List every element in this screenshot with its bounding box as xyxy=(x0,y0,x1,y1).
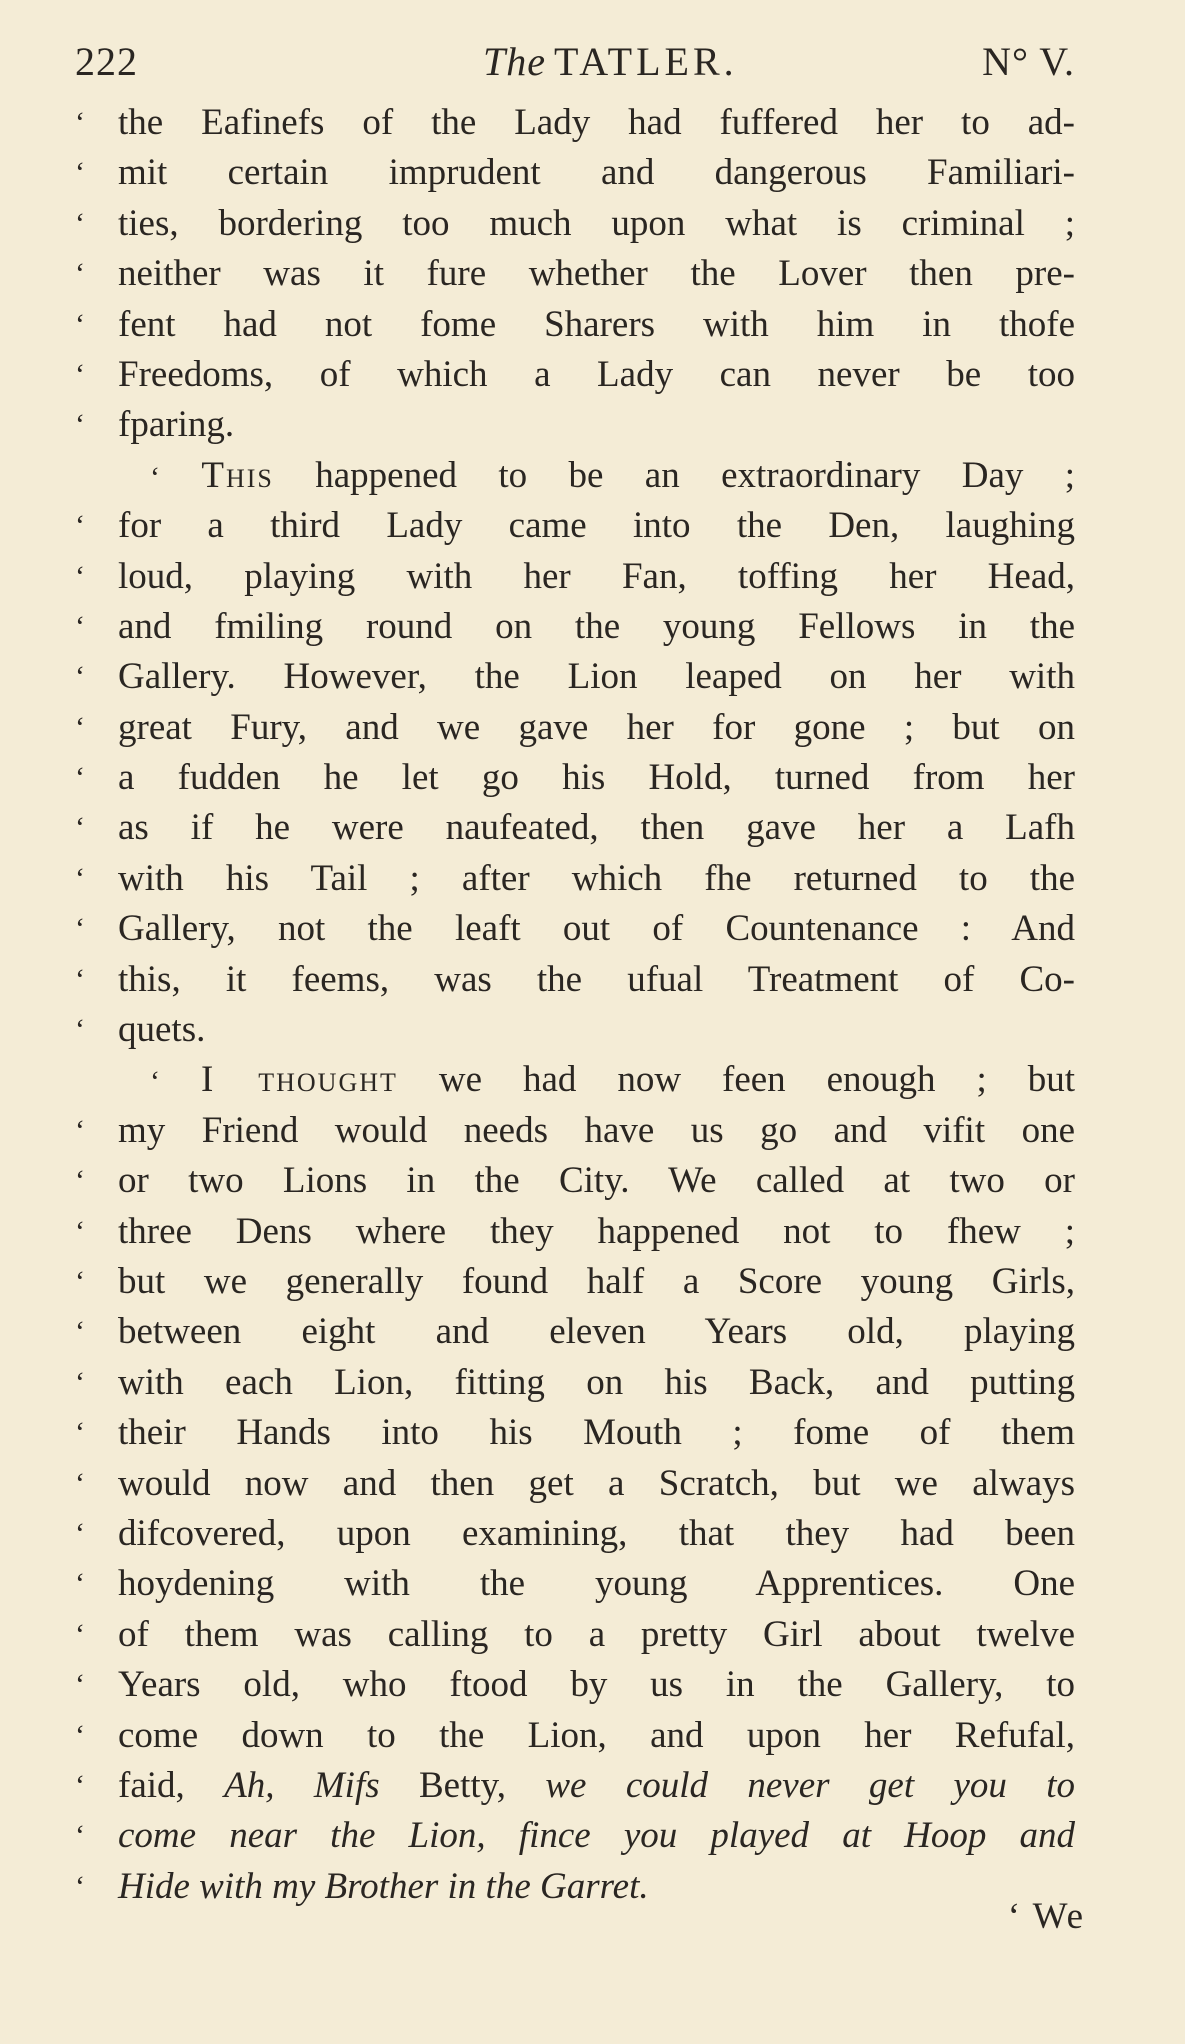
text-line: ‘ with each Lion, fitting on his Back, and putting xyxy=(75,1358,1075,1408)
text-line: ‘ three Dens where they happened not to fhew ; xyxy=(75,1207,1075,1257)
quote-mark: ‘ xyxy=(75,257,85,291)
text-line: ‘ quets. xyxy=(75,1005,1075,1055)
text-line: ‘ the Eafinefs of the Lady had fuffered her to ad- xyxy=(75,98,1075,148)
text-line: ‘ faid, Ah, Mifs Betty, we could never get you to xyxy=(75,1761,1075,1811)
text-line: ‘ this, it feems, was the ufual Treatment of Co- xyxy=(75,955,1075,1005)
quote-mark: ‘ xyxy=(75,609,85,643)
quote-mark: ‘ xyxy=(75,357,85,391)
text-line: ‘ fparing. xyxy=(75,400,1075,450)
quote-mark: ‘ xyxy=(75,1768,85,1802)
quote-mark: ‘ xyxy=(75,962,85,996)
text-line: ‘ as if he were naufeated, then gave her a Lafh xyxy=(75,803,1075,853)
text-line: ‘ ties, bordering too much upon what is criminal ; xyxy=(75,199,1075,249)
quote-mark: ‘ xyxy=(75,1013,85,1047)
quote-mark: ‘ xyxy=(75,509,85,543)
text-line: ‘ Gallery. However, the Lion leaped on her with xyxy=(75,652,1075,702)
quote-mark: ‘ xyxy=(75,1718,85,1752)
text-line: ‘ between eight and eleven Years old, playing xyxy=(75,1307,1075,1357)
quote-mark: ‘ xyxy=(75,1869,85,1903)
quote-mark: ‘ xyxy=(75,1567,85,1601)
text-line: ‘ would now and then get a Scratch, but we always xyxy=(75,1459,1075,1509)
text-line: ‘ or two Lions in the City. We called at two or xyxy=(75,1156,1075,1206)
text-line: ‘ difcovered, upon examining, that they had been xyxy=(75,1509,1075,1559)
quote-mark: ‘ xyxy=(75,1516,85,1550)
quote-mark: ‘ xyxy=(75,1416,85,1450)
quote-mark: ‘ xyxy=(75,408,85,442)
text-line: ‘ neither was it fure whether the Lover then pre- xyxy=(75,249,1075,299)
quote-mark: ‘ xyxy=(75,307,85,341)
text-line: ‘ but we generally found half a Score young Girls, xyxy=(75,1257,1075,1307)
small-caps-lead: I thought xyxy=(200,1059,398,1101)
quote-mark: ‘ xyxy=(75,1819,85,1853)
text-line: ‘ a fudden he let go his Hold, turned from her xyxy=(75,753,1075,803)
small-caps-lead: This xyxy=(201,454,274,496)
quote-mark: ‘ xyxy=(75,1617,85,1651)
quote-mark: ‘ xyxy=(75,1164,85,1198)
text-line: ‘ their Hands into his Mouth ; fome of them xyxy=(75,1408,1075,1458)
running-title xyxy=(483,38,738,85)
quote-mark: ‘ xyxy=(75,1365,85,1399)
text-line: ‘ with his Tail ; after which fhe returned to the xyxy=(75,854,1075,904)
quote-mark: ‘ xyxy=(75,106,85,139)
paragraph-start-line: ‘ This happened to be an extraordinary Day ; xyxy=(150,454,1076,496)
quote-mark: ‘ xyxy=(75,710,85,744)
text-line: ‘ Years old, who ftood by us in the Gallery, to xyxy=(75,1660,1075,1710)
quote-mark: ‘ xyxy=(75,1466,85,1500)
quote-mark: ‘ xyxy=(75,1264,85,1298)
quote-mark: ‘ xyxy=(150,460,160,494)
text-line: ‘ mit certain imprudent and dangerous Familiari- xyxy=(75,148,1075,198)
text-line: ‘ Freedoms, of which a Lady can never be too xyxy=(75,350,1075,400)
quote-mark: ‘ xyxy=(75,761,85,795)
text-line: ‘ Gallery, not the leaft out of Countenance : And xyxy=(75,904,1075,954)
catchword: ‘ We xyxy=(1007,1896,1085,1937)
paragraph-start-line: ‘ I thought we had now feen enough ; but xyxy=(150,1059,1076,1101)
quote-mark: ‘ xyxy=(75,861,85,895)
quote-mark: ‘ xyxy=(75,1315,85,1349)
text-line: ‘ fent had not fome Sharers with him in thofe xyxy=(75,300,1075,350)
text-line: ‘ of them was calling to a pretty Girl about twelve xyxy=(75,1610,1075,1660)
text-line: ‘ come down to the Lion, and upon her Refufal, xyxy=(75,1711,1075,1761)
quote-mark: ‘ xyxy=(75,1113,85,1147)
quote-mark: ‘ xyxy=(75,156,85,190)
text-line: ‘ for a third Lady came into the Den, laughing xyxy=(75,501,1075,551)
running-header xyxy=(75,38,1075,98)
text-line: ‘ great Fury, and we gave her for gone ; but on xyxy=(75,703,1075,753)
quote-mark: ‘ xyxy=(75,206,85,240)
quote-mark: ‘ xyxy=(75,559,85,593)
running-title-tatler: TATLER. xyxy=(554,39,738,84)
issue-number: N° V. xyxy=(982,39,1075,84)
quote-mark: ‘ xyxy=(75,1214,85,1248)
text-line: ‘ loud, playing with her Fan, toffing her Head, xyxy=(75,552,1075,602)
page-number: 222 xyxy=(75,39,138,84)
running-title-the: The xyxy=(483,39,546,84)
text-line: ‘ and fmiling round on the young Fellows in the xyxy=(75,602,1075,652)
text-line: ‘ come near the Lion, fince you played at Hoop and xyxy=(75,1811,1075,1861)
quote-mark: ‘ xyxy=(75,1668,85,1702)
quote-mark: ‘ xyxy=(75,660,85,694)
quote-mark: ‘ xyxy=(150,1065,160,1099)
text-line: ‘ Hide with my Brother in the Garret. xyxy=(75,1862,1075,1912)
text-line: ‘ hoydening with the young Apprentices. One xyxy=(75,1559,1075,1609)
body-text xyxy=(75,98,1075,1912)
quote-mark: ‘ xyxy=(75,811,85,845)
quote-mark: ‘ xyxy=(75,912,85,946)
text-line: ‘ my Friend would needs have us go and vifit one xyxy=(75,1106,1075,1156)
